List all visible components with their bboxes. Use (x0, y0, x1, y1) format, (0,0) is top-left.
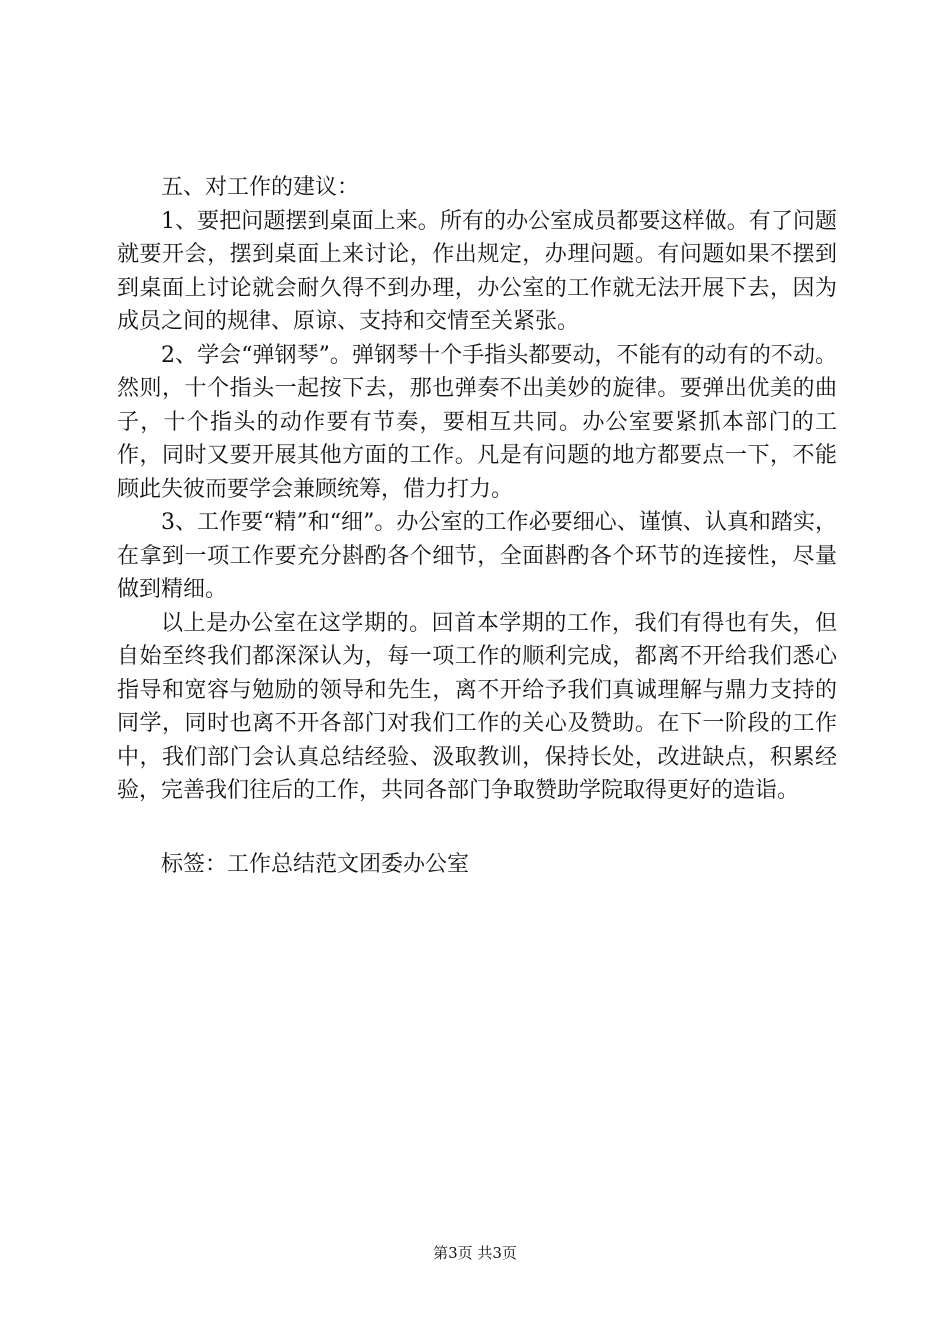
page-footer: 第3页 共3页 (433, 1244, 517, 1262)
paragraph-suggestion-2: 2、学会“弹钢琴”。弹钢琴十个手指头都要动，不能有的动有的不动。然则，十个指头一起按下去，那也弹奏不出美妙的旋律。要弹出优美的曲子，十个指头的动作要有节奏，要相互共同。办公室要紧抓本部门的工作，同时又要开展其他方面的工作。凡是有问题的地方都要点一下，不能顾此失彼而要学会兼顾统筹，借力打力。 (117, 342, 837, 502)
paragraph-suggestion-3: 3、工作要“精”和“细”。办公室的工作必要细心、谨慎、认真和踏实，在拿到一项工作要充分斟酌各个细节，全面斟酌各个环节的连接性，尽量做到精细。 (117, 510, 837, 602)
paragraph-suggestion-1: 1、要把问题摆到桌面上来。所有的办公室成员都要这样做。有了问题就要开会，摆到桌面上来讨论，作出规定，办理问题。有问题如果不摆到到桌面上讨论就会耐久得不到办理，办公室的工作就无法开展下去，因为成员之间的规律、原谅、支持和交情至关紧张。 (117, 208, 837, 334)
paragraph-conclusion: 以上是办公室在这学期的。回首本学期的工作，我们有得也有失，但自始至终我们都深深认为，每一项工作的顺利完成，都离不开给我们悉心指导和宽容与勉励的领导和先生，离不开给予我们真诚理解与鼎力支持的同学，同时也离不开各部门对我们工作的关心及赞助。在下一阶段的工作中，我们部门会认真总结经验、汲取教训，保持长处，改进缺点，积累经验，完善我们往后的工作，共同各部门争取赞助学院取得更好的造诣。 (117, 610, 837, 803)
section-heading: 五、对工作的建议： (161, 175, 360, 200)
document-tags: 标签：工作总结范文团委办公室 (161, 852, 470, 877)
document-body (117, 171, 837, 808)
